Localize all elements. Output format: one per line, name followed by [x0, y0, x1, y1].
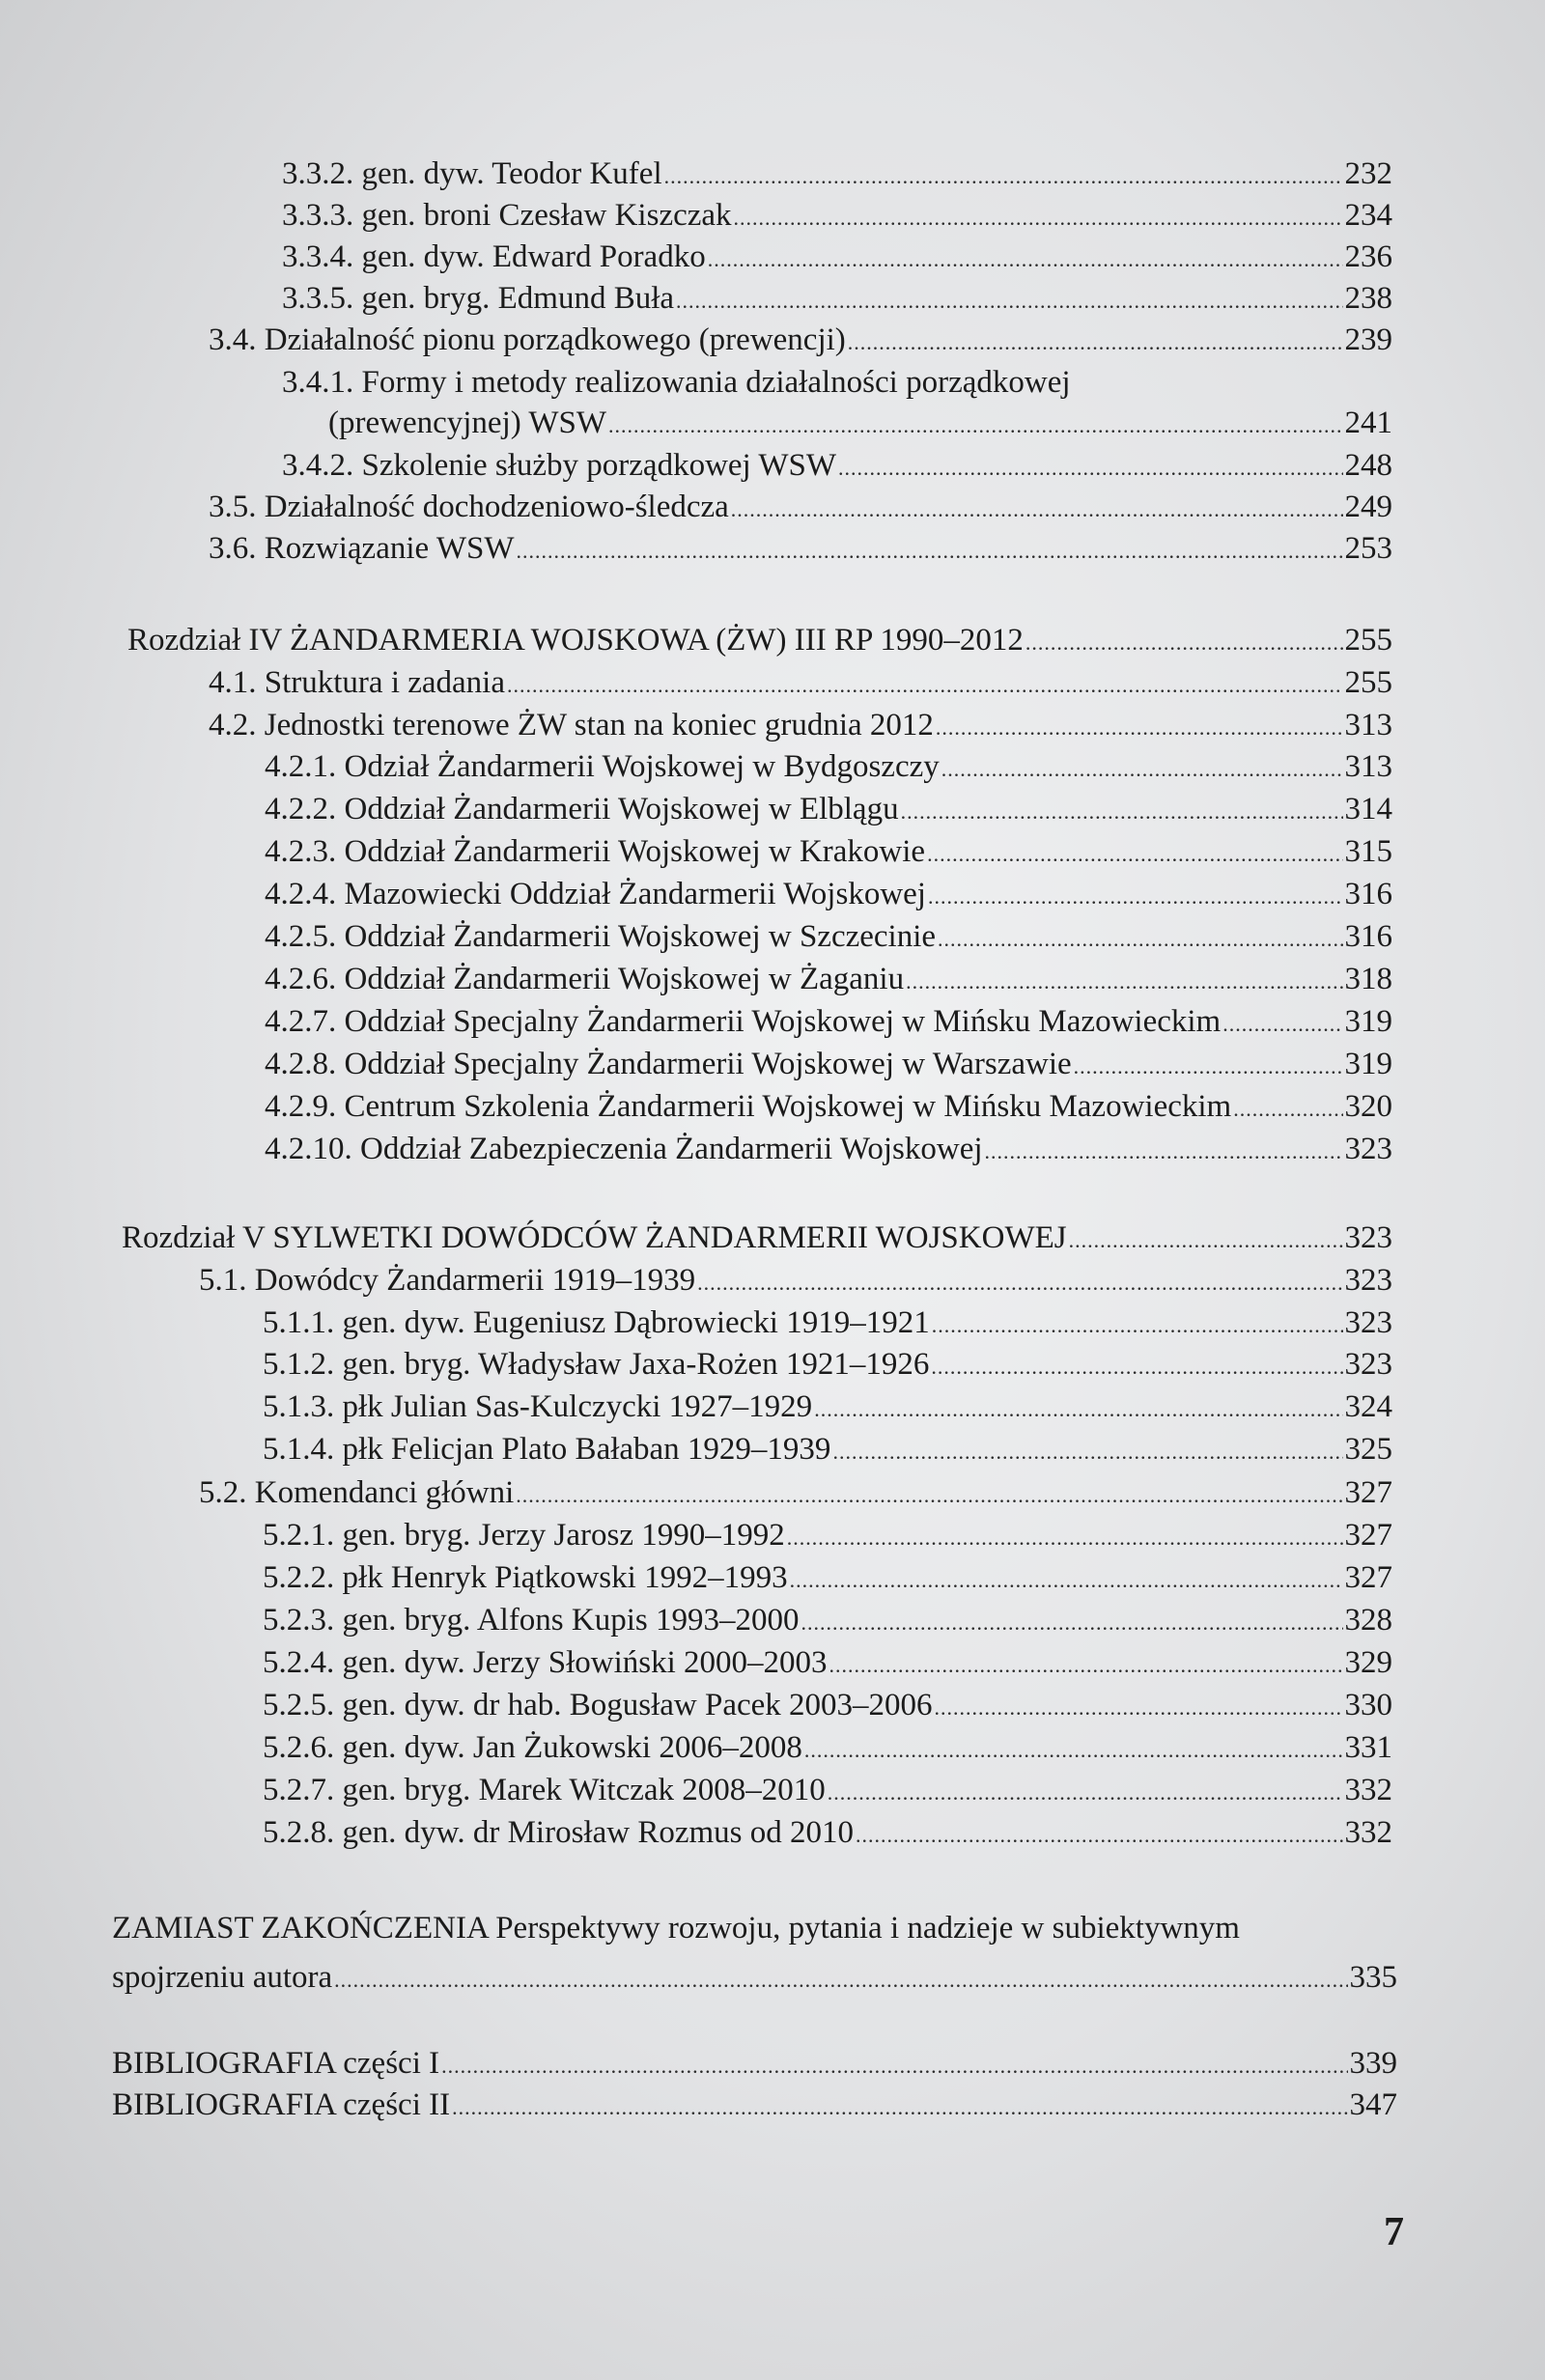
toc-entry: [263, 1686, 1392, 1727]
toc-entry-page: 332: [1344, 1773, 1392, 1807]
toc-entry: [328, 404, 1392, 445]
toc-entry-title: 5.2.8. gen. dyw. dr Mirosław Rozmus od 2010: [263, 1815, 854, 1850]
dot-leader: [838, 449, 1342, 488]
toc-entry: [265, 1045, 1392, 1086]
toc-entry-title: Rozdział V SYLWETKI DOWÓDCÓW ŻANDARMERII WOJSKOWEJ: [122, 1220, 1067, 1255]
toc-entry: [265, 1087, 1392, 1129]
toc-entry-page: 319: [1344, 1004, 1392, 1039]
toc-entry-title: 3.3.4. gen. dyw. Edward Poradko: [282, 239, 706, 274]
toc-entry-title: 3.3.5. gen. bryg. Edmund Buła: [282, 281, 675, 316]
toc-entry-title: 3.5. Działalność dochodzeniowo-śledcza: [209, 490, 729, 524]
dot-leader: [1025, 624, 1343, 662]
toc-entry-title: 3.6. Rozwiązanie WSW: [209, 531, 515, 566]
toc-entry: [282, 238, 1392, 279]
dot-leader: [334, 1961, 1347, 2000]
toc-entry: [263, 1728, 1392, 1770]
toc-entry-title: Rozdział IV ŻANDARMERIA WOJSKOWA (ŻW) III RP 1990–2012: [127, 623, 1024, 658]
toc-entry-title: 5.1.1. gen. dyw. Eugeniusz Dąbrowiecki 1919–1921: [263, 1305, 930, 1340]
toc-entry-title: 5.2.2. płk Henryk Piątkowski 1992–1993: [263, 1560, 788, 1595]
toc-entry-title: 4.2.6. Oddział Żandarmerii Wojskowej w Żaganiu: [265, 962, 905, 996]
toc-entry-page: 315: [1344, 834, 1392, 869]
dot-leader: [516, 1476, 1342, 1515]
dot-leader: [828, 1774, 1343, 1812]
toc-entry-page: 313: [1344, 708, 1392, 742]
toc-entry-page: 253: [1344, 531, 1392, 566]
toc-entry: [112, 2086, 1397, 2127]
toc-entry-title: 5.1.3. płk Julian Sas-Kulczycki 1927–1929: [263, 1389, 813, 1424]
toc-entry-title: 4.2.2. Oddział Żandarmerii Wojskowej w Elblągu: [265, 792, 899, 826]
toc-entry: [263, 1771, 1392, 1812]
toc-entry-title: 3.3.2. gen. dyw. Teodor Kufel: [282, 156, 662, 191]
dot-leader: [814, 1390, 1342, 1429]
toc-entry-page: 339: [1349, 2046, 1397, 2081]
toc-entry-title: BIBLIOGRAFIA części II: [112, 2087, 451, 2122]
toc-entry-page: 234: [1344, 198, 1392, 233]
dot-leader: [906, 963, 1342, 1001]
toc-entry-page: 320: [1344, 1089, 1392, 1124]
toc-entry-title: ZAMIAST ZAKOŃCZENIA Perspektywy rozwoju, pytania i nadzieje w subiektywnym: [112, 1911, 1240, 1946]
toc-entry-page: 316: [1344, 877, 1392, 911]
dot-leader: [928, 878, 1343, 916]
toc-entry-page: 323: [1344, 1347, 1392, 1382]
dot-leader: [787, 1519, 1343, 1557]
toc-entry-title: 5.1.2. gen. bryg. Władysław Jaxa-Rożen 1921–1926: [263, 1347, 930, 1382]
toc-entry-page: 323: [1344, 1220, 1392, 1255]
toc-entry: [127, 621, 1392, 662]
dot-leader: [985, 1133, 1343, 1171]
dot-leader: [1069, 1221, 1343, 1260]
dot-leader: [829, 1646, 1343, 1685]
toc-entry-page: 330: [1344, 1688, 1392, 1722]
toc-entry-title: 3.4.1. Formy i metody realizowania działalności porządkowej: [282, 365, 1071, 400]
dot-leader: [932, 1306, 1343, 1345]
toc-entry: [282, 196, 1392, 238]
toc-entry: [265, 960, 1392, 1001]
toc-entry: [209, 321, 1392, 362]
toc-entry-page: 239: [1344, 322, 1392, 357]
toc-entry-page: 255: [1344, 623, 1392, 658]
dot-leader: [676, 282, 1342, 321]
toc-entry: [282, 446, 1392, 488]
toc-entry: [263, 1516, 1392, 1557]
toc-entry-title: 5.2.1. gen. bryg. Jerzy Jarosz 1990–1992: [263, 1518, 785, 1553]
toc-entry-page: 335: [1349, 1960, 1397, 1995]
dot-leader: [938, 920, 1342, 959]
toc-entry: [263, 1430, 1392, 1471]
toc-entry-page: 316: [1344, 919, 1392, 954]
toc-entry: [263, 1303, 1392, 1345]
dot-leader: [848, 323, 1343, 362]
dot-leader: [507, 666, 1343, 705]
toc-entry: [209, 706, 1392, 747]
toc-entry-page: 236: [1344, 239, 1392, 274]
toc-entry-title: 5.2.4. gen. dyw. Jerzy Słowiński 2000–2003: [263, 1645, 828, 1680]
toc-entry-page: 323: [1344, 1132, 1392, 1166]
toc-entry-page: 323: [1344, 1305, 1392, 1340]
toc-entry: [112, 2044, 1397, 2086]
toc-entry-title: 4.2. Jednostki terenowe ŻW stan na koniec grudnia 2012: [209, 708, 934, 742]
toc-entry-page: 319: [1344, 1047, 1392, 1081]
toc-entry-title: 4.2.4. Mazowiecki Oddział Żandarmerii Wojskowej: [265, 877, 926, 911]
toc-entry: [209, 488, 1392, 529]
toc-entry-page: 318: [1344, 962, 1392, 996]
toc-entry: [122, 1218, 1392, 1260]
toc-entry: [199, 1261, 1392, 1302]
toc-entry-title: 4.2.3. Oddział Żandarmerii Wojskowej w Krakowie: [265, 834, 926, 869]
toc-entry-page: 327: [1344, 1475, 1392, 1510]
toc-entry: [263, 1345, 1392, 1386]
toc-entry: [263, 1813, 1392, 1855]
toc-entry-page: 314: [1344, 792, 1392, 826]
toc-entry-title: 5.1.4. płk Felicjan Plato Bałaban 1929–1939: [263, 1432, 831, 1467]
toc-entry-title: 3.4. Działalność pionu porządkowego (prewencji): [209, 322, 846, 357]
toc-entry-title: 3.4.2. Szkolenie służby porządkowej WSW: [282, 448, 837, 483]
dot-leader: [931, 1348, 1342, 1386]
toc-entry: [209, 663, 1392, 705]
toc-entry-title: 5.2.3. gen. bryg. Alfons Kupis 1993–2000: [263, 1603, 800, 1638]
dot-leader: [697, 1264, 1342, 1302]
toc-entry-page: 332: [1344, 1815, 1392, 1850]
dot-leader: [927, 835, 1342, 874]
dot-leader: [516, 532, 1342, 571]
toc-entry-page: 347: [1349, 2087, 1397, 2122]
page-number: 7: [1384, 2210, 1404, 2254]
dot-leader: [664, 157, 1343, 196]
dot-leader: [936, 709, 1343, 747]
toc-entry-title: 4.1. Struktura i zadania: [209, 665, 505, 700]
toc-entry-page: 325: [1344, 1432, 1392, 1467]
toc-entry-title: 3.3.3. gen. broni Czesław Kiszczak: [282, 198, 732, 233]
toc-entry-title: BIBLIOGRAFIA części I: [112, 2046, 440, 2081]
dot-leader: [452, 2088, 1347, 2127]
toc-entry: [282, 154, 1392, 196]
toc-entry-page: 232: [1344, 156, 1392, 191]
toc-entry-title: 5.2. Komendanci główni: [199, 1475, 515, 1510]
toc-entry-title: spojrzeniu autora: [112, 1960, 333, 1995]
toc-entry: [263, 1387, 1392, 1429]
toc-entry: [112, 1958, 1397, 2000]
toc-entry-page: 313: [1344, 749, 1392, 784]
dot-leader: [804, 1731, 1343, 1770]
toc-entry-page: 327: [1344, 1518, 1392, 1553]
toc-entry-page: 328: [1344, 1603, 1392, 1638]
toc-entry-page: 327: [1344, 1560, 1392, 1595]
toc-entry-title: (prewencyjnej) WSW: [328, 406, 607, 440]
toc-entry: [265, 917, 1392, 959]
toc-entry: [265, 1130, 1392, 1171]
toc-entry-title: 5.1. Dowódcy Żandarmerii 1919–1939: [199, 1263, 696, 1298]
toc-entry-page: 241: [1344, 406, 1392, 440]
toc-entry-page: 329: [1344, 1645, 1392, 1680]
dot-leader: [608, 406, 1342, 445]
toc-entry-title: 5.2.6. gen. dyw. Jan Żukowski 2006–2008: [263, 1730, 802, 1765]
toc-entry: [265, 790, 1392, 831]
dot-leader: [734, 199, 1343, 238]
toc-entry-page: 324: [1344, 1389, 1392, 1424]
dot-leader: [935, 1689, 1343, 1727]
dot-leader: [1074, 1048, 1343, 1086]
dot-leader: [1222, 1005, 1342, 1044]
toc-entry: [265, 832, 1392, 874]
dot-leader: [856, 1816, 1343, 1855]
toc-entry-page: 255: [1344, 665, 1392, 700]
toc-entry: [263, 1601, 1392, 1642]
dot-leader: [708, 240, 1343, 279]
toc-entry-title: 4.2.1. Odział Żandarmerii Wojskowej w Bydgoszczy: [265, 749, 940, 784]
toc-entry: [265, 1002, 1392, 1044]
toc-entry: [263, 1558, 1392, 1600]
toc-entry: [199, 1473, 1392, 1515]
toc-entry-title: 5.2.5. gen. dyw. dr hab. Bogusław Pacek 2003–2006: [263, 1688, 933, 1722]
toc-entry: [265, 747, 1392, 789]
dot-leader: [441, 2047, 1347, 2086]
dot-leader: [790, 1561, 1343, 1600]
toc-entry-page: 249: [1344, 490, 1392, 524]
toc-entry-page: 248: [1344, 448, 1392, 483]
toc-entry-title: 4.2.9. Centrum Szkolenia Żandarmerii Wojskowej w Mińsku Mazowieckim: [265, 1089, 1232, 1124]
toc-entry-title: 4.2.10. Oddział Zabezpieczenia Żandarmerii Wojskowej: [265, 1132, 983, 1166]
toc-entry-title: 4.2.5. Oddział Żandarmerii Wojskowej w Szczecinie: [265, 919, 937, 954]
toc-entry-title: 4.2.7. Oddział Specjalny Żandarmerii Wojskowej w Mińsku Mazowieckim: [265, 1004, 1222, 1039]
toc-entry-title: 5.2.7. gen. bryg. Marek Witczak 2008–2010: [263, 1773, 826, 1807]
toc-entry: [282, 279, 1392, 321]
toc-entry-page: 323: [1344, 1263, 1392, 1298]
dot-leader: [941, 750, 1343, 789]
toc-entry-page: 331: [1344, 1730, 1392, 1765]
dot-leader: [1233, 1090, 1342, 1129]
dot-leader: [832, 1433, 1342, 1471]
toc-entry: [265, 875, 1392, 916]
toc-entry-title: 4.2.8. Oddział Specjalny Żandarmerii Wojskowej w Warszawie: [265, 1047, 1072, 1081]
toc-entry: [263, 1643, 1392, 1685]
dot-leader: [731, 490, 1343, 529]
dot-leader: [801, 1604, 1343, 1642]
dot-leader: [901, 793, 1343, 831]
toc-entry: [209, 529, 1392, 571]
toc-entry-page: 238: [1344, 281, 1392, 316]
